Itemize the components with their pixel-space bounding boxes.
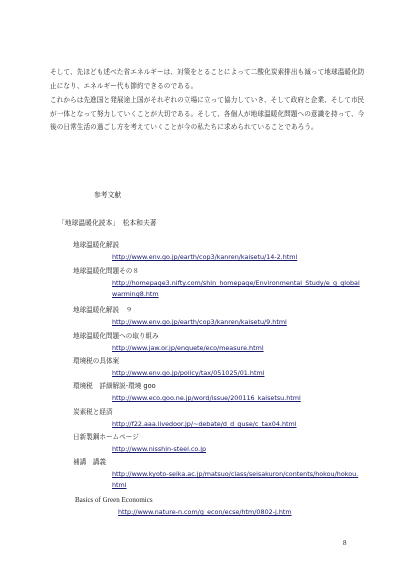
reference-title: 地球温暖化解説 ９ bbox=[73, 306, 133, 314]
reference-title: 補講 講義 bbox=[73, 458, 106, 466]
reference-link[interactable]: http://www.nature-n.com/g_econ/ecse/htm/0802-j.htm bbox=[118, 508, 292, 516]
reference-title: 日新製鋼ホームページ bbox=[73, 433, 139, 441]
reference-title: 地球温暖化解説 bbox=[73, 241, 120, 249]
reference-link[interactable]: http://www.env.go.jp/earth/cop3/kanren/kaisetu/14-2.html bbox=[112, 253, 298, 261]
reference-link[interactable]: http://homepage3.nifty.com/shin_homepage/Environmental_Study/e_g_globalwarming8.htm bbox=[112, 279, 360, 298]
reference-book: 「地球温暖化読本」 松本和夫著 bbox=[58, 219, 157, 227]
body-paragraph-2: これからは先進国と発展途上国がそれぞれの立場に立って協力していき、そして政府と企業、そして市民が一体となって努力していくことが大切である。そして、各個人が地球温暖化問題への意識を持って、今後の日常生活の過ごし方を考えていくことが今の私たちに求められていることであろう。 bbox=[50, 96, 365, 132]
reference-title: 地球温暖化問題への取り組み bbox=[73, 332, 159, 340]
page-number: 8 bbox=[343, 539, 347, 547]
body-paragraph-1: そして、先ほども述べた省エネルギーは、対策をとることによって二酸化炭素排出も減って地球温暖化防止になり、エネルギー代も節約できるのである。 bbox=[50, 68, 365, 90]
reference-link[interactable]: http://www.env.go.jp/policy/tax/051025/01.html bbox=[112, 369, 265, 377]
reference-title: 環境税の具体案 bbox=[73, 357, 120, 365]
reference-title: Basics of Green Economics bbox=[75, 496, 153, 504]
reference-link[interactable]: http://f22.aaa.livedoor.jp/~debate/d_d_guse/c_tax04.html bbox=[112, 420, 297, 428]
reference-link[interactable]: http://www.nisshin-steel.co.jp bbox=[112, 445, 207, 453]
reference-link[interactable]: http://www.kyoto-seika.ac.jp/matsuo/class/seisakuron/contents/hokou/hokou.html bbox=[112, 470, 359, 489]
reference-title: 地球温暖化問題その８ bbox=[73, 267, 139, 275]
reference-link[interactable]: http://www.eco.goo.ne.jp/word/issue/200116_kaisetsu.html bbox=[112, 394, 301, 402]
reference-link[interactable]: http://www.jaw.or.jp/enquete/eco/measure.html bbox=[112, 344, 264, 352]
reference-title: 環境税 詳細解説-環境 goo bbox=[73, 382, 156, 390]
references-heading: 参考文献 bbox=[94, 191, 122, 199]
reference-title: 炭素税と経済 bbox=[73, 408, 113, 416]
reference-link[interactable]: http://www.env.go.jp/earth/cop3/kanren/kaisetu/9.html bbox=[112, 318, 287, 326]
